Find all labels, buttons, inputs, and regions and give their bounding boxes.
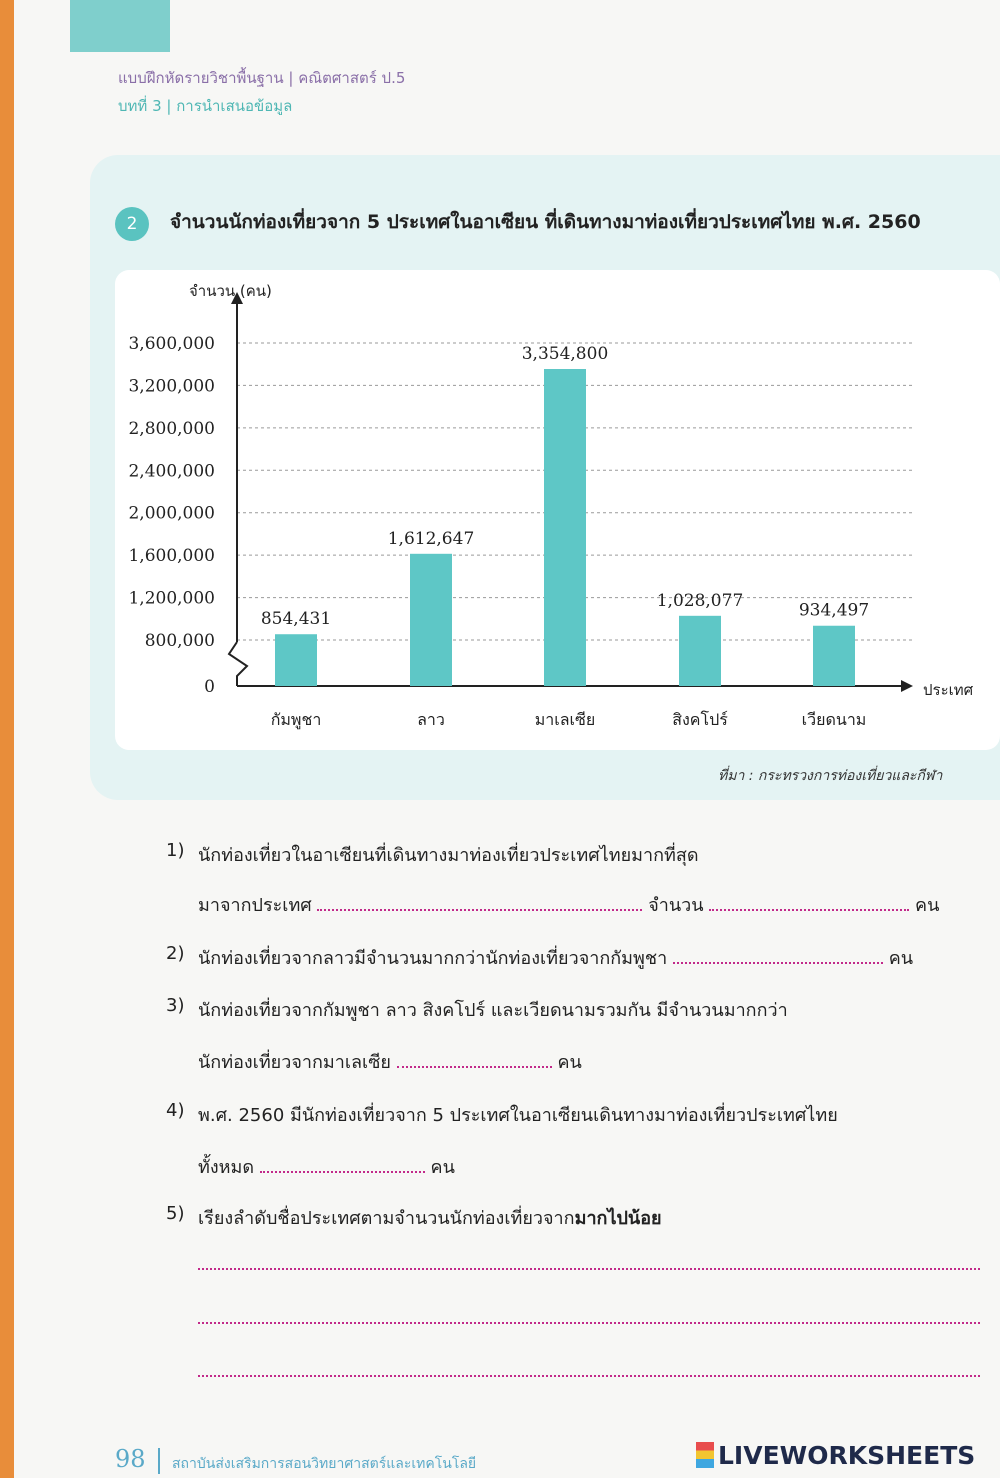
bar-value-label: 1,028,077: [656, 590, 744, 611]
q4-line2-text: ทั้งหมด: [198, 1157, 255, 1178]
q1-line2: [198, 890, 939, 919]
q4-line2: [198, 1152, 455, 1181]
q2-text: นักท่องเที่ยวจากลาวมีจำนวนมากกว่านักท่องเที่ยวจากกัมพูชา: [198, 948, 668, 969]
q4-text: พ.ศ. 2560 มีนักท่องเที่ยวจาก 5 ประเทศในอาเซียนเดินทางมาท่องเที่ยวประเทศไทย: [198, 1105, 838, 1126]
page-number: 98: [115, 1445, 146, 1473]
x-category-label: เวียดนาม: [801, 710, 867, 729]
x-category-label: ลาว: [417, 710, 445, 729]
exercise-number-badge: 2: [115, 207, 149, 241]
q1-country-answer-field[interactable]: [317, 895, 642, 911]
q4-answer-field[interactable]: [260, 1157, 425, 1173]
liveworksheets-logo: [696, 1441, 975, 1470]
chart-card: [115, 270, 1000, 750]
y-tick-label: 2,000,000: [128, 503, 215, 524]
bar: [410, 554, 452, 686]
bar-value-label: 1,612,647: [387, 528, 475, 549]
x-axis-title: ประเทศ: [923, 681, 974, 699]
exercise-title: จำนวนนักท่องเที่ยวจาก 5 ประเทศในอาเซียน ที่เดินทางมาท่องเที่ยวประเทศไทย พ.ศ. 2560: [170, 211, 921, 233]
q2-line: [198, 943, 913, 972]
q5-text-b: มากไปน้อย: [574, 1208, 662, 1229]
y-tick-label: 2,800,000: [128, 418, 215, 439]
y-tick-label: 3,200,000: [128, 376, 215, 397]
q2-unit: คน: [888, 948, 914, 969]
y-tick-label: 2,400,000: [128, 461, 215, 482]
chapter-title: บทที่ 3 | การนำเสนอข้อมูล: [118, 97, 293, 115]
q5-answer-line-2[interactable]: [198, 1322, 980, 1324]
footer-divider: [158, 1448, 160, 1474]
q4-number: 4): [166, 1100, 185, 1121]
bar: [544, 369, 586, 686]
q1-text: นักท่องเที่ยวในอาเซียนที่เดินทางมาท่องเที่ยวประเทศไทยมากที่สุด: [198, 845, 699, 866]
bar: [679, 616, 721, 686]
y-axis-title: จำนวน (คน): [189, 282, 272, 300]
q2-number: 2): [166, 943, 185, 964]
q1-number: 1): [166, 840, 185, 861]
q3-answer-field[interactable]: [397, 1052, 552, 1068]
bar-chart: [115, 270, 1000, 750]
y-tick-label: 800,000: [144, 631, 215, 651]
liveworksheets-logo-icon: [696, 1442, 714, 1468]
axis-break: [229, 642, 247, 686]
q5-number: 5): [166, 1203, 185, 1224]
q1-amount-answer-field[interactable]: [709, 895, 909, 911]
y-tick-label: 3,600,000: [128, 334, 215, 354]
y-tick-label: 0: [204, 677, 215, 697]
q3-text: นักท่องเที่ยวจากกัมพูชา ลาว สิงคโปร์ และเวียดนามรวมกัน มีจำนวนมากกว่า: [198, 1000, 788, 1021]
x-axis-arrow: [901, 680, 913, 692]
q3-number: 3): [166, 995, 185, 1016]
y-tick-label: 1,200,000: [128, 588, 215, 609]
publisher-name: สถาบันส่งเสริมการสอนวิทยาศาสตร์และเทคโนโลยี: [172, 1456, 477, 1472]
bar: [275, 634, 317, 686]
page-edge-stripe: [0, 0, 14, 1478]
bar-value-label: 854,431: [260, 609, 332, 630]
q5-answer-line-3[interactable]: [198, 1375, 980, 1377]
q3-line2-text: นักท่องเที่ยวจากมาเลเซีย: [198, 1052, 391, 1073]
q1-amount-label: จำนวน: [648, 895, 704, 916]
q2-answer-field[interactable]: [673, 948, 883, 964]
y-tick-label: 1,600,000: [128, 546, 215, 567]
bar-value-label: 3,354,800: [521, 344, 609, 365]
bar: [813, 626, 855, 686]
x-category-label: มาเลเซีย: [534, 710, 596, 729]
q4-unit: คน: [430, 1157, 455, 1178]
q1-unit: คน: [915, 895, 940, 916]
liveworksheets-brand: LIVEWORKSHEETS: [718, 1441, 976, 1470]
q3-line2: [198, 1047, 582, 1076]
header-color-band: [70, 0, 170, 52]
q3-unit: คน: [557, 1052, 582, 1073]
source-note: ที่มา : กระทรวงการท่องเที่ยวและกีฬา: [718, 768, 943, 784]
q5-text-a: เรียงลำดับชื่อประเทศตามจำนวนนักท่องเที่ยวจาก: [198, 1208, 575, 1229]
x-category-label: กัมพูชา: [270, 710, 322, 729]
q5-answer-line-1[interactable]: [198, 1268, 980, 1270]
q5-text: [198, 1203, 662, 1232]
q1-country-label: มาจากประเทศ: [198, 895, 312, 916]
book-title: แบบฝึกหัดรายวิชาพื้นฐาน | คณิตศาสตร์ ป.5: [118, 69, 406, 87]
bar-value-label: 934,497: [798, 600, 870, 621]
x-category-label: สิงคโปร์: [672, 710, 728, 729]
